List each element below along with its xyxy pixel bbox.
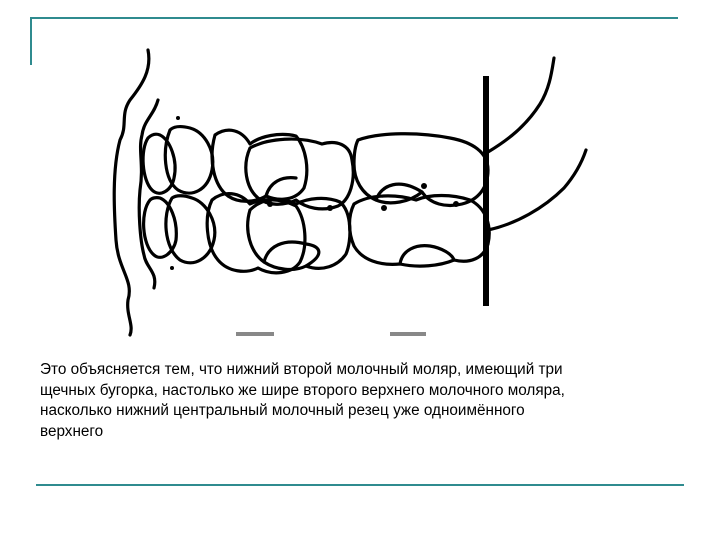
scan-artifact-right — [390, 332, 426, 336]
cusp-dot-2 — [327, 205, 333, 211]
canine-upper — [165, 127, 212, 193]
right-contour-lower — [488, 150, 586, 230]
caption-line: щечных бугорка, настолько же шире второго верхнего молочного моляра, — [40, 381, 565, 399]
slide-caption — [40, 360, 680, 442]
right-contour-upper — [488, 58, 554, 152]
cusp-dot-4 — [421, 183, 427, 189]
lower-molar-3 — [350, 196, 490, 267]
slide-bottom-rule — [36, 484, 684, 486]
cusp-dot-3 — [381, 205, 387, 211]
upper-molar-3 — [354, 134, 488, 206]
cusp-dot-5 — [453, 201, 459, 207]
cusp-dot-1 — [267, 201, 273, 207]
small-tooth-upper — [143, 134, 175, 193]
slide-frame-top-rule — [30, 17, 678, 19]
caption-line: верхнего — [40, 422, 104, 440]
left-contour-outer — [114, 50, 149, 335]
slide-frame-left-rule — [30, 17, 32, 65]
dental-molars-illustration — [100, 40, 600, 340]
fissure-lower-2 — [264, 242, 319, 266]
scan-artifact-left — [236, 332, 274, 336]
caption-line: Это объясняется тем, что нижний второй молочный моляр, имеющий три — [40, 361, 563, 378]
upper-molar-1 — [212, 130, 307, 201]
caption-line: насколько нижний центральный молочный резец уже одноимённого — [40, 402, 525, 419]
fissure-upper-1 — [266, 178, 296, 196]
canine-dot-upper — [176, 116, 180, 120]
canine-dot-lower — [170, 266, 174, 270]
